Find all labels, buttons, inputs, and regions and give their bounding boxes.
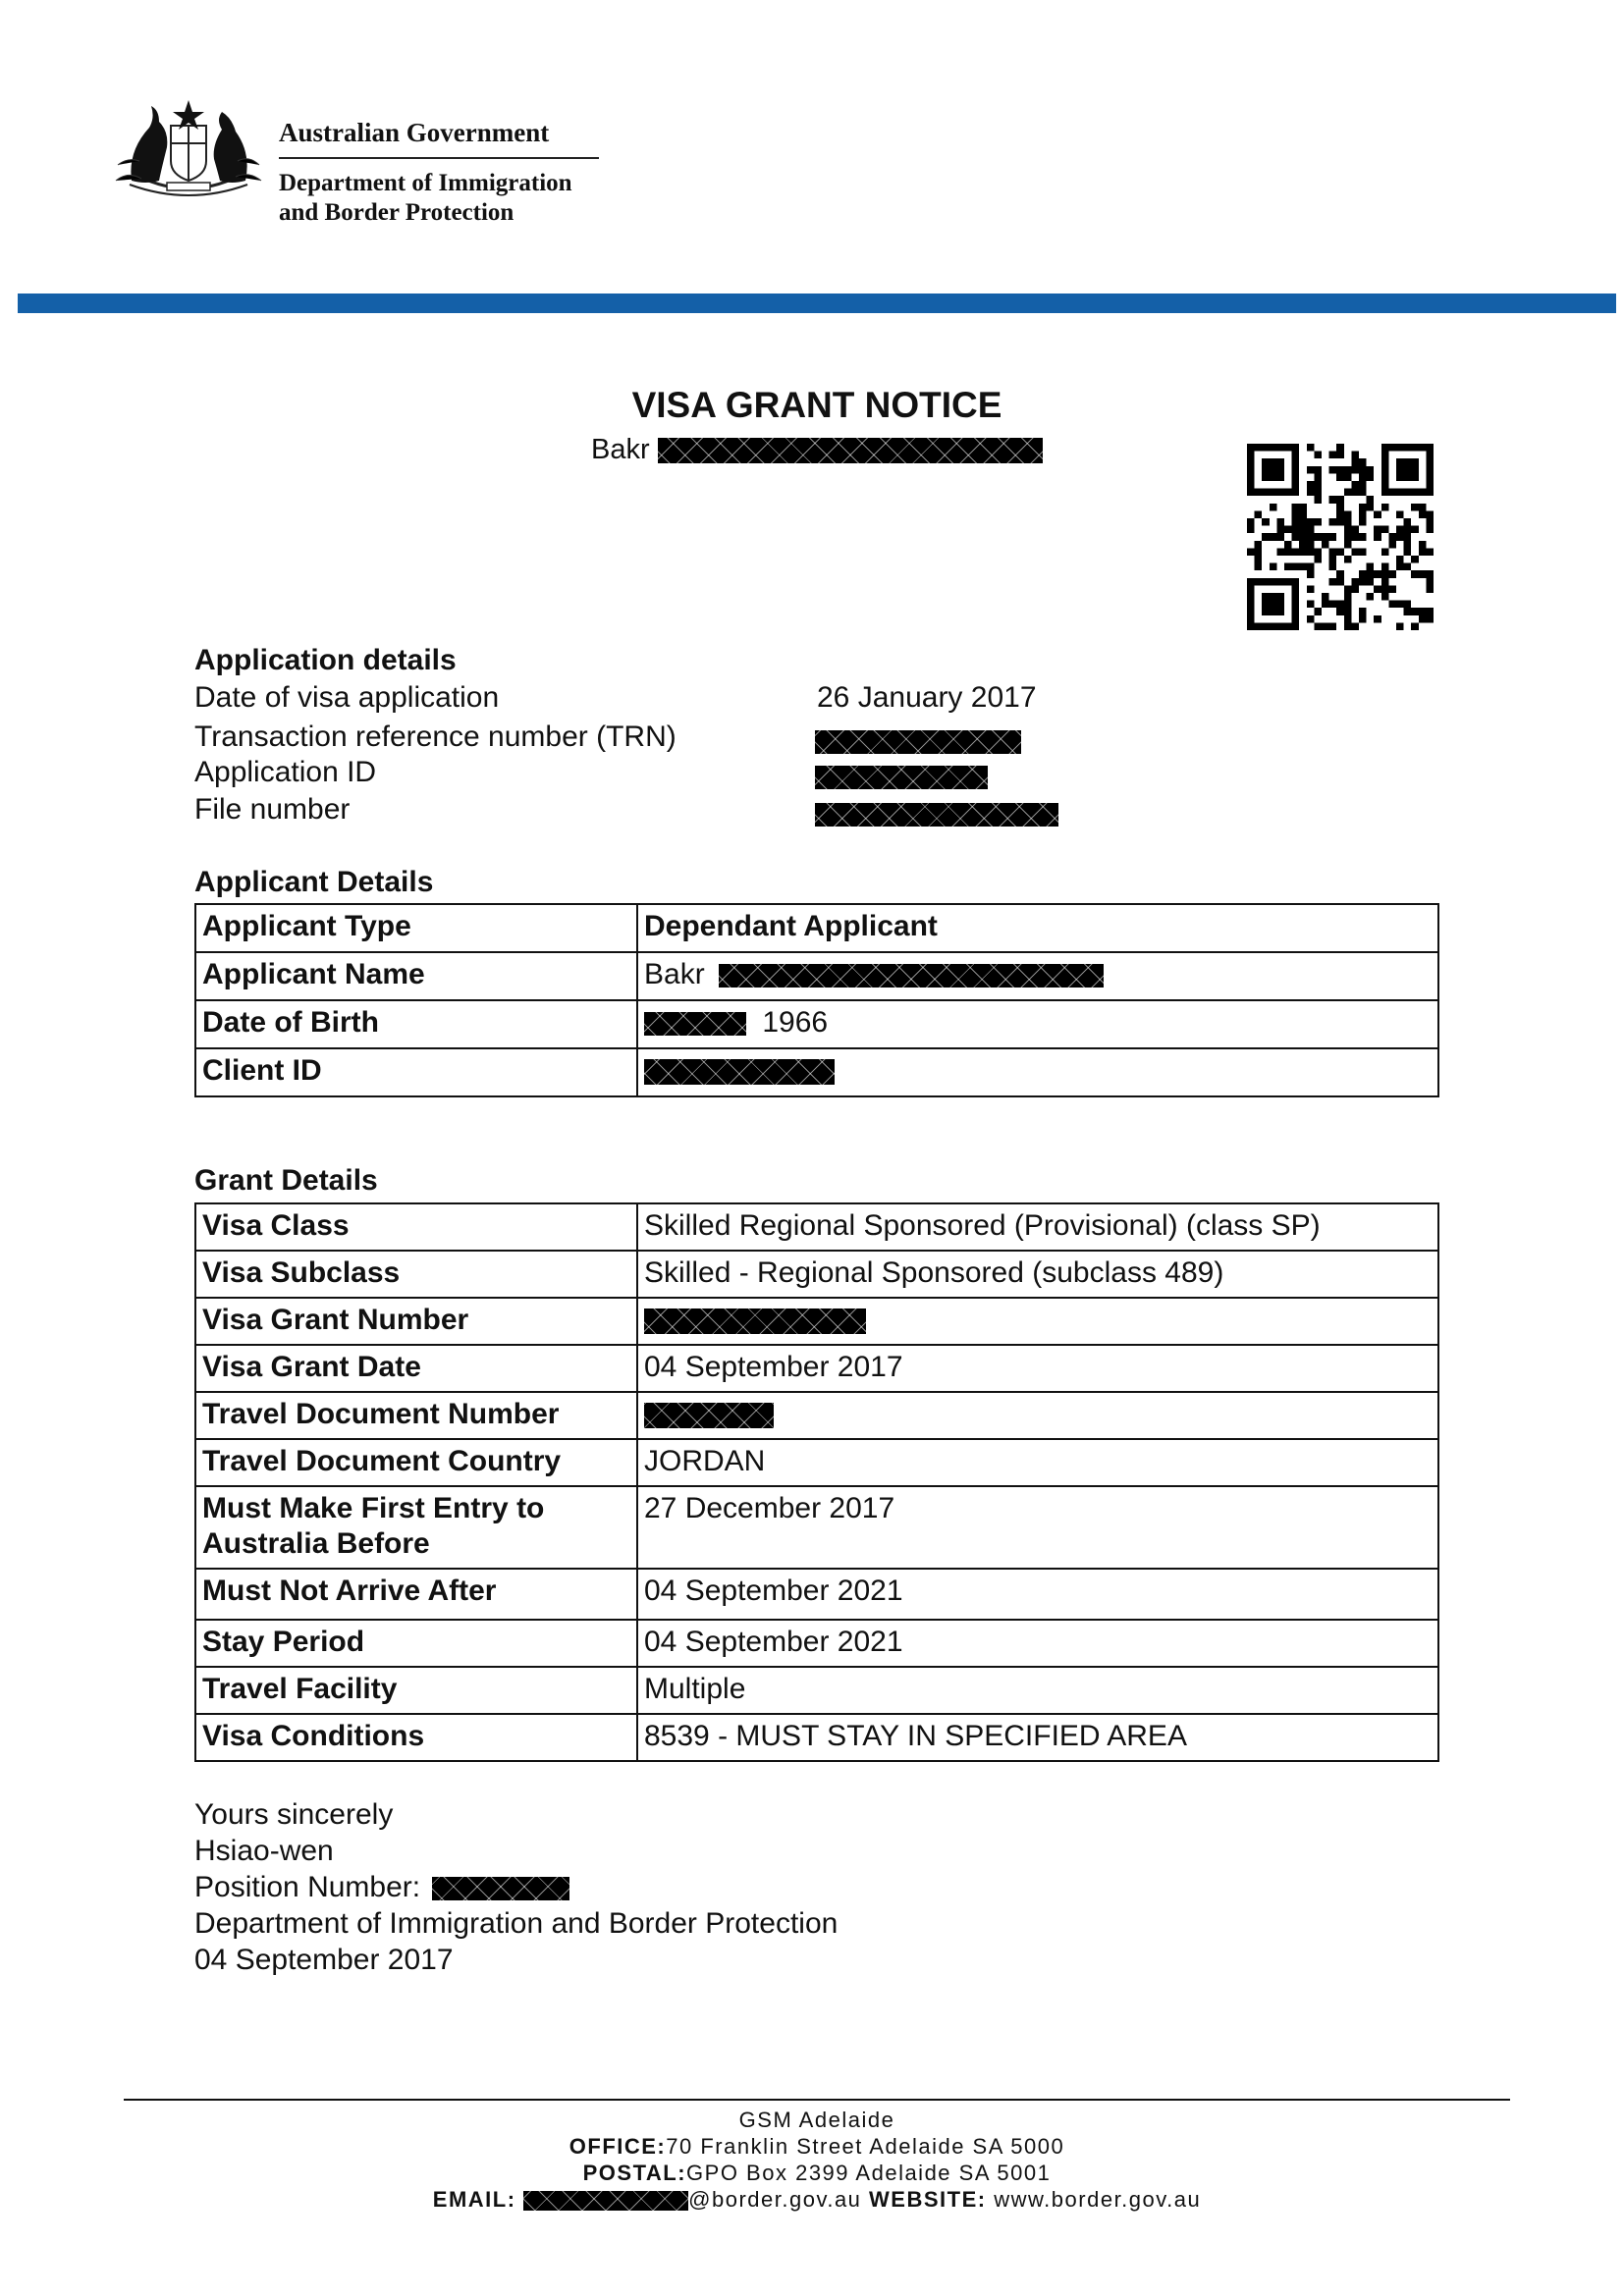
redacted-email-user — [523, 2191, 688, 2211]
notice-title: VISA GRANT NOTICE — [631, 385, 1002, 425]
closing-line: Yours sincerely — [194, 1798, 394, 1831]
table-row — [195, 1298, 1438, 1345]
office-label: OFFICE: — [568, 2134, 667, 2159]
table-row — [195, 952, 1438, 1000]
redacted-application-id — [815, 766, 988, 789]
signoff-department: Department of Immigration and Border Protection — [194, 1907, 839, 1940]
table-row — [195, 1000, 1438, 1048]
position-number-line — [194, 1869, 838, 1905]
email-domain[interactable]: @border.gov.au — [688, 2187, 862, 2212]
redacted-position-number — [432, 1877, 569, 1900]
table-row — [195, 1620, 1438, 1667]
applicant-details-heading: Applicant Details — [194, 866, 434, 898]
travel-facility-value: Multiple — [637, 1667, 1438, 1714]
visa-grant-date-label: Visa Grant Date — [195, 1345, 637, 1392]
trn-label: Transaction reference number (TRN) — [194, 721, 677, 753]
redacted-applicant-surname — [719, 964, 1104, 988]
travel-document-number-label: Travel Document Number — [195, 1392, 637, 1439]
table-row — [195, 904, 1438, 952]
government-title: Australian Government — [279, 118, 550, 147]
stay-period-label: Stay Period — [195, 1620, 637, 1667]
table-row — [195, 1714, 1438, 1761]
table-row — [195, 1667, 1438, 1714]
signatory-name: Hsiao-wen — [194, 1835, 334, 1867]
grant-details-table — [194, 1202, 1439, 1762]
signoff-date: 04 September 2017 — [194, 1944, 454, 1976]
footer — [0, 2107, 1624, 2213]
applicant-name-cell — [637, 952, 1438, 1000]
qr-code — [1247, 444, 1434, 630]
table-row — [195, 1203, 1438, 1251]
application-details-heading: Application details — [194, 644, 457, 676]
table-row — [195, 1569, 1438, 1620]
department-line-1: Department of Immigration — [279, 170, 572, 196]
applicant-type-label: Applicant Type — [195, 904, 637, 952]
application-id-label: Application ID — [194, 756, 377, 788]
redacted-file-number — [815, 803, 1058, 827]
first-entry-label — [195, 1486, 637, 1569]
first-entry-value: 27 December 2017 — [637, 1486, 1438, 1569]
client-id-cell — [637, 1048, 1438, 1096]
table-row — [195, 1439, 1438, 1486]
office-address: 70 Franklin Street Adelaide SA 5000 — [666, 2134, 1065, 2159]
header-blue-band — [18, 294, 1616, 313]
travel-document-number-cell — [637, 1392, 1438, 1439]
travel-facility-label: Travel Facility — [195, 1667, 637, 1714]
client-id-label: Client ID — [195, 1048, 637, 1096]
postal-address: GPO Box 2399 Adelaide SA 5001 — [686, 2161, 1052, 2185]
position-number-label: Position Number: — [194, 1871, 421, 1903]
footer-divider — [124, 2099, 1510, 2101]
table-row — [195, 1251, 1438, 1298]
grant-details-heading: Grant Details — [194, 1164, 378, 1197]
travel-document-country-label: Travel Document Country — [195, 1439, 637, 1486]
visa-subclass-label: Visa Subclass — [195, 1251, 637, 1298]
email-label: EMAIL: — [432, 2187, 516, 2212]
redacted-surname — [658, 438, 1043, 463]
visa-class-value: Skilled Regional Sponsored (Provisional) (class SP) — [637, 1203, 1438, 1251]
date-of-birth-label: Date of Birth — [195, 1000, 637, 1048]
table-row — [195, 1048, 1438, 1096]
date-of-birth-cell — [637, 1000, 1438, 1048]
table-row — [195, 1345, 1438, 1392]
contact-line — [0, 2186, 1624, 2213]
department-name — [279, 169, 572, 228]
visa-class-label: Visa Class — [195, 1203, 637, 1251]
visa-grant-number-label: Visa Grant Number — [195, 1298, 637, 1345]
visa-subclass-value: Skilled - Regional Sponsored (subclass 489) — [637, 1251, 1438, 1298]
signoff-block — [194, 1796, 838, 1978]
recipient-name — [591, 434, 1043, 466]
department-line-2: and Border Protection — [279, 199, 514, 226]
office-line — [0, 2133, 1624, 2160]
application-date-label: Date of visa application — [194, 681, 500, 714]
must-not-arrive-after-label: Must Not Arrive After — [195, 1569, 637, 1620]
application-date-value: 26 January 2017 — [817, 681, 1037, 714]
visa-grant-date-value: 04 September 2017 — [637, 1345, 1438, 1392]
header-divider — [279, 157, 599, 159]
recipient-first-name: Bakr — [591, 434, 650, 465]
date-of-birth-year: 1966 — [762, 1006, 829, 1039]
visa-conditions-label: Visa Conditions — [195, 1714, 637, 1761]
applicant-name-value: Bakr — [644, 958, 705, 990]
table-row — [195, 1392, 1438, 1439]
website-link[interactable]: www.border.gov.au — [994, 2187, 1202, 2212]
table-row — [195, 1486, 1438, 1569]
postal-line — [0, 2160, 1624, 2186]
stay-period-value: 04 September 2021 — [637, 1620, 1438, 1667]
applicant-type-value: Dependant Applicant — [637, 904, 1438, 952]
redacted-trn — [815, 730, 1021, 754]
office-name: GSM Adelaide — [738, 2108, 895, 2132]
coat-of-arms-logo — [110, 86, 267, 204]
first-entry-label-line-2: Australia Before — [202, 1527, 430, 1560]
website-label: WEBSITE: — [869, 2187, 987, 2212]
must-not-arrive-after-value: 04 September 2021 — [637, 1569, 1438, 1620]
travel-document-country-value: JORDAN — [637, 1439, 1438, 1486]
redacted-client-id — [644, 1059, 835, 1085]
visa-conditions-value: 8539 - MUST STAY IN SPECIFIED AREA — [637, 1714, 1438, 1761]
first-entry-label-line-1: Must Make First Entry to — [202, 1492, 545, 1524]
redacted-visa-grant-number — [644, 1308, 866, 1334]
applicant-name-label: Applicant Name — [195, 952, 637, 1000]
redacted-birth-day-month — [644, 1012, 746, 1036]
visa-grant-number-cell — [637, 1298, 1438, 1345]
postal-label: POSTAL: — [582, 2161, 687, 2185]
redacted-travel-document-number — [644, 1403, 774, 1428]
file-number-label: File number — [194, 793, 351, 826]
applicant-details-table — [194, 903, 1439, 1097]
